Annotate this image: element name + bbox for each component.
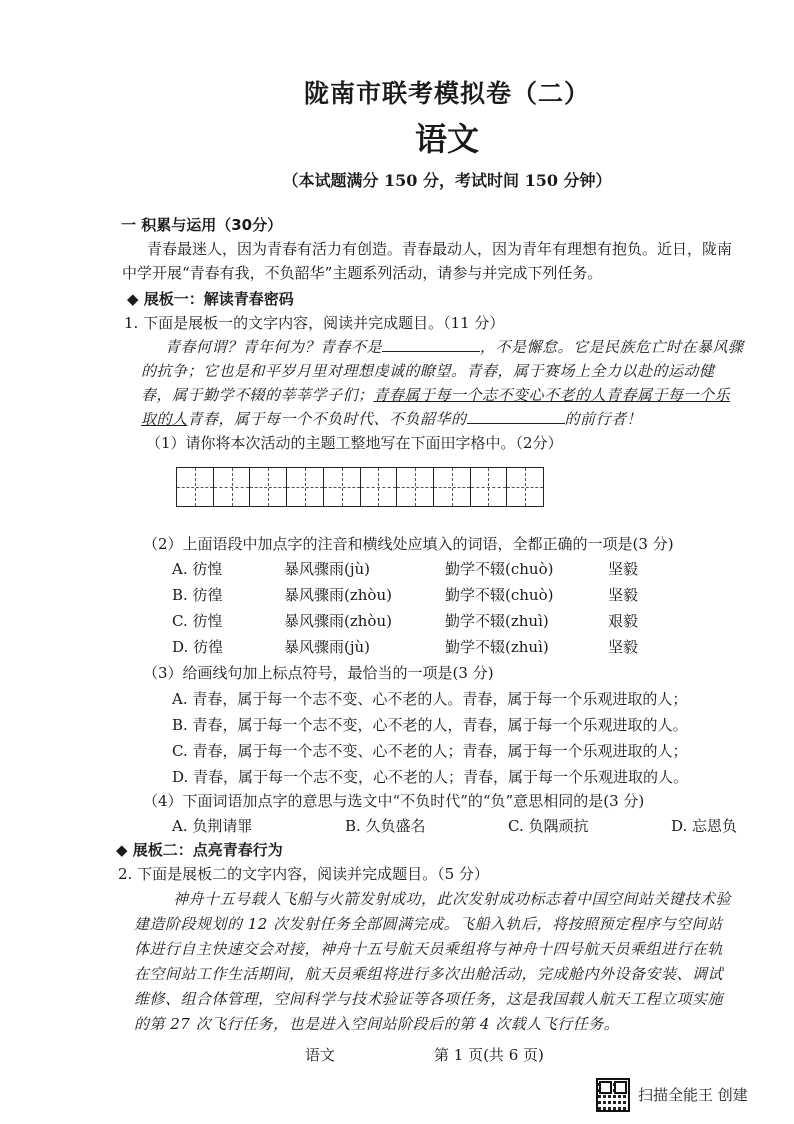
sub4-option-b[interactable]: B. 久负盛名 (345, 817, 426, 835)
option-cell: 勤学不辍(zhuì) (445, 612, 549, 630)
passage-text: 的前行者！ (564, 410, 643, 428)
option-cell: 坚毅 (608, 560, 639, 578)
option-cell: 勤学不辍(zhuì) (445, 638, 549, 656)
option-label[interactable]: C. 彷惶 (172, 612, 223, 630)
p2-line-1: 神舟十五号载人飞船与火箭发射成功，此次发射成功标志着中国空间站关键技术验 (173, 890, 732, 908)
grid-cell[interactable] (434, 468, 471, 506)
underlined-sentence: 青春属于每一个志不变心不老的人青春属于每一个乐 (373, 386, 731, 404)
footer-page: 第 1 页(共 6 页) (434, 1046, 544, 1064)
exam-note: （本试题满分 150 分，考试时间 150 分钟） (282, 171, 612, 190)
sub3-option-d[interactable]: D. 青春，属于每一个志不变，心不老的人；青春，属于每一个乐观进取的人。 (172, 768, 689, 786)
passage-line-3 (141, 384, 730, 405)
sub-question-3: （3）给画线句加上标点符号，最恰当的一项是(3 分) (143, 664, 494, 682)
question-2: 2. 下面是展板二的文字内容，阅读并完成题目。（5 分） (118, 865, 489, 883)
option-cell: 勤学不辍(chuò) (445, 586, 554, 604)
p2-line-2: 建造阶段规划的 12 次发射任务全部圆满完成。飞船入轨后，将按照预定程序与空间站 (134, 915, 723, 933)
option-label[interactable]: A. 彷惶 (172, 560, 223, 578)
board2-heading: ◆ 展板二：点亮青春行为 (116, 841, 283, 859)
sub4-option-a[interactable]: A. 负荆请罪 (172, 817, 253, 835)
grid-cell[interactable] (397, 468, 434, 506)
qr-code-icon (596, 1078, 630, 1112)
scanner-watermark: 扫描全能王 创建 (638, 1086, 748, 1104)
p2-line-6: 的第 27 次飞行任务，也是进入空间站阶段后的第 4 次载人飞行任务。 (134, 1015, 620, 1033)
blank-line (467, 409, 565, 424)
option-cell: 暴风骤雨(zhòu) (284, 586, 392, 604)
grid-cell[interactable] (471, 468, 508, 506)
sub3-option-b[interactable]: B. 青春，属于每一个志不变，心不老的人，青春，属于每一个乐观进取的人。 (172, 716, 688, 734)
option-cell: 暴风骤雨(zhòu) (284, 612, 392, 630)
grid-cell[interactable] (287, 468, 324, 506)
passage-text: 青春何谓？青年何为？青春不是 (165, 338, 383, 356)
passage-line-2: 的抗争；它也是和平岁月里对理想虔诚的瞭望。青春，属于赛场上全力以赴的运动健 (141, 362, 715, 380)
p2-line-4: 在空间站工作生活期间，航天员乘组将进行多次出舱活动，完成舱内外设备安装、调试 (134, 965, 724, 983)
question-1: 1. 下面是展板一的文字内容，阅读并完成题目。（11 分） (124, 314, 505, 332)
subject-title: 语文 (414, 120, 479, 158)
section-heading: 一 积累与运用（30分） (121, 216, 283, 234)
passage-line-4 (141, 408, 642, 429)
sub-question-4: （4）下面词语加点字的意思与选文中“不负时代”的“负”意思相同的是(3 分) (143, 792, 645, 810)
grid-cell[interactable] (361, 468, 398, 506)
underlined-sentence: 取的人 (141, 410, 188, 428)
passage-text: 青春，属于每一个不负时代、不负韶华的 (187, 410, 467, 428)
option-cell: 暴风骤雨(jù) (284, 560, 371, 578)
sub3-option-a[interactable]: A. 青春，属于每一个志不变、心不老的人。青春，属于每一个乐观进取的人； (172, 690, 688, 708)
passage-text: ，不是懈怠。它是民族危亡时在暴风骤 (480, 338, 744, 356)
sub-question-2: （2）上面语段中加点字的注音和横线处应填入的词语，全都正确的一项是(3 分) (143, 535, 674, 553)
option-cell: 艰毅 (608, 612, 639, 630)
grid-cell[interactable] (214, 468, 251, 506)
grid-cell[interactable] (324, 468, 361, 506)
grid-cell[interactable] (250, 468, 287, 506)
sub4-option-d[interactable]: D. 忘恩负 (671, 817, 738, 835)
p2-line-5: 维修、组合体管理，空间科学与技术验证等各项任务，这是我国载人航天工程立项实施 (134, 990, 724, 1008)
option-cell: 坚毅 (608, 586, 639, 604)
passage-text: 春，属于勤学不辍的莘莘学子们； (141, 386, 374, 404)
intro-line-1: 青春最迷人，因为青春有活力有创造。青春最动人，因为青年有理想有抱负。近日，陇南 (147, 240, 733, 258)
footer-subject: 语文 (305, 1046, 336, 1064)
sub3-option-c[interactable]: C. 青春，属于每一个志不变、心不老的人；青春，属于每一个乐观进取的人； (172, 742, 688, 760)
option-cell: 暴风骤雨(jù) (284, 638, 371, 656)
passage-line-1 (165, 336, 744, 357)
sub-question-1: （1）请你将本次活动的主题工整地写在下面田字格中。（2分） (146, 434, 563, 452)
grid-cell[interactable] (507, 468, 543, 506)
intro-line-2: 中学开展“青春有我，不负韶华”主题系列活动，请参与并完成下列任务。 (122, 264, 603, 282)
option-cell: 勤学不辍(chuò) (445, 560, 554, 578)
tianzige-grid[interactable] (176, 467, 544, 507)
option-label[interactable]: D. 彷徨 (172, 638, 224, 656)
p2-line-3: 体进行自主快速交会对接，神舟十五号航天员乘组将与神舟十四号航天员乘组进行在轨 (134, 940, 724, 958)
option-cell: 坚毅 (608, 638, 639, 656)
board1-heading: ◆ 展板一：解读青春密码 (127, 290, 294, 308)
option-label[interactable]: B. 彷徨 (172, 586, 223, 604)
sub4-option-c[interactable]: C. 负隅顽抗 (508, 817, 589, 835)
grid-cell[interactable] (177, 468, 214, 506)
exam-title: 陇南市联考模拟卷（二） (303, 79, 590, 108)
blank-line (382, 337, 480, 352)
